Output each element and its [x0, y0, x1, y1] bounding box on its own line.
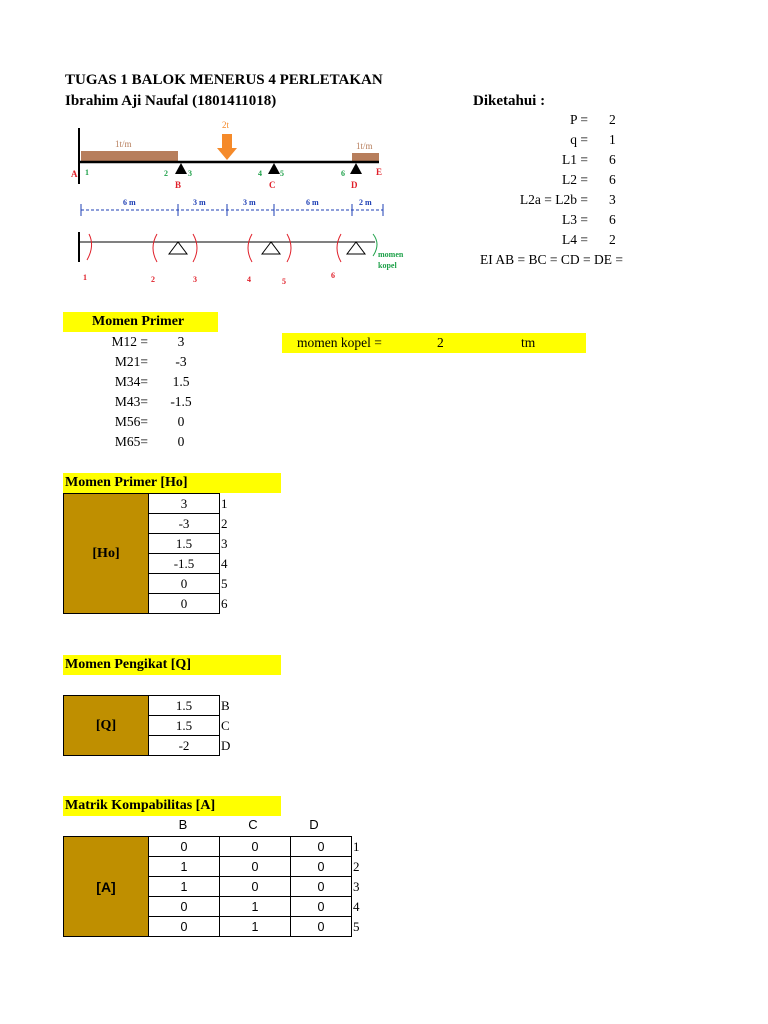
support-label-a: A — [71, 169, 78, 179]
a-col-header-c: C — [248, 817, 258, 832]
node-1: 1 — [85, 168, 89, 177]
ho-index: 4 — [220, 554, 238, 574]
q-cell: 1.5 — [149, 696, 220, 716]
known-value-l2: 6 — [609, 172, 616, 187]
a-col-header-b: B — [178, 817, 188, 832]
mp-value-5: 0 — [177, 414, 185, 429]
a-cell: 0 — [220, 837, 291, 857]
mp-label-1: M12 = — [111, 334, 148, 349]
support-label-c: C — [269, 180, 276, 190]
mp-label-5: M56= — [114, 414, 148, 429]
a-matrix — [63, 836, 369, 937]
a-cell: 0 — [291, 857, 352, 877]
a-matrix-name: [A] — [64, 837, 149, 937]
momen-primer-heading-text: Momen Primer — [92, 314, 185, 329]
ho-cell: 3 — [149, 494, 220, 514]
ho-cell: -3 — [149, 514, 220, 534]
moment-node-6: 6 — [331, 271, 335, 280]
a-cell: 0 — [291, 837, 352, 857]
node-2: 2 — [164, 169, 168, 178]
a-cell: 0 — [149, 917, 220, 937]
ho-index: 1 — [220, 494, 238, 514]
known-label-l3: L3 = — [562, 212, 588, 227]
dim-label-2: 3 m — [193, 198, 206, 207]
q-index: D — [220, 736, 238, 756]
momen-kopel-bar — [282, 333, 586, 353]
beam-diagram — [65, 114, 415, 294]
moment-arcs — [87, 234, 341, 262]
dim-label-4: 6 m — [306, 198, 319, 207]
ho-cell: 1.5 — [149, 534, 220, 554]
kopel-arc — [373, 234, 377, 256]
support-label-d: D — [351, 180, 358, 190]
support-b-triangle — [175, 163, 187, 174]
a-cell: 0 — [149, 837, 220, 857]
known-value-l2ab: 3 — [609, 192, 616, 207]
kopel-label-2: kopel — [378, 261, 397, 270]
known-label-l4: L4 = — [562, 232, 588, 247]
lower-support-c — [262, 242, 280, 254]
known-value-l1: 6 — [609, 152, 616, 167]
a-index: 4 — [352, 897, 370, 917]
momen-kopel-label: momen kopel = — [297, 335, 382, 350]
q-heading — [63, 655, 281, 675]
table-row — [64, 837, 370, 857]
mp-label-3: M34= — [114, 374, 148, 389]
dim-label-5: 2 m — [359, 198, 372, 207]
moment-arc-5 — [287, 234, 291, 262]
support-label-e: E — [376, 167, 383, 177]
moment-node-5: 5 — [282, 277, 286, 286]
moment-node-4: 4 — [247, 275, 251, 284]
mp-value-4: -1.5 — [170, 394, 192, 409]
a-cell: 1 — [220, 897, 291, 917]
page-title: TUGAS 1 BALOK MENERUS 4 PERLETAKAN — [65, 72, 383, 88]
kopel-label-1: momen — [378, 250, 404, 259]
a-cell: 0 — [220, 857, 291, 877]
mp-value-2: -3 — [175, 354, 187, 369]
a-cell: 0 — [291, 877, 352, 897]
table-row — [64, 696, 238, 716]
mp-value-3: 1.5 — [172, 374, 190, 389]
known-label-l2: L2 = — [562, 172, 588, 187]
mp-value-1: 3 — [177, 334, 185, 349]
ho-index: 3 — [220, 534, 238, 554]
load-right-label: 1t/m — [356, 141, 373, 151]
distributed-load-left — [81, 151, 178, 162]
point-load-arrow — [217, 134, 237, 160]
known-label-q: q = — [570, 132, 588, 147]
ho-index: 2 — [220, 514, 238, 534]
mp-label-4: M43= — [114, 394, 148, 409]
support-label-b: B — [175, 180, 182, 190]
moment-arc-6 — [337, 234, 341, 262]
a-cell: 0 — [291, 897, 352, 917]
a-cell: 0 — [220, 877, 291, 897]
ho-heading-text: Momen Primer [Ho] — [65, 475, 188, 490]
a-cell: 0 — [291, 917, 352, 937]
mp-value-6: 0 — [177, 434, 185, 449]
node-6: 6 — [341, 169, 345, 178]
momen-primer-heading — [63, 312, 218, 332]
dim-label-3: 3 m — [243, 198, 256, 207]
moment-arc-1 — [87, 234, 92, 260]
mp-label-2: M21= — [114, 354, 148, 369]
a-index: 1 — [352, 837, 370, 857]
a-index: 3 — [352, 877, 370, 897]
ho-index: 6 — [220, 594, 238, 614]
known-value-l4: 2 — [609, 232, 616, 247]
q-cell: 1.5 — [149, 716, 220, 736]
a-cell: 1 — [149, 857, 220, 877]
ho-index: 5 — [220, 574, 238, 594]
a-heading — [63, 796, 281, 816]
q-matrix — [63, 695, 237, 756]
moment-node-2: 2 — [151, 275, 155, 284]
known-ei: EI AB = BC = CD = DE = — [480, 252, 623, 267]
mp-label-6: M65= — [114, 434, 148, 449]
momen-kopel-unit: tm — [521, 335, 536, 350]
known-label-l1: L1 = — [562, 152, 588, 167]
moment-arc-3 — [193, 234, 197, 262]
point-load-label: 2t — [222, 120, 230, 130]
moment-arc-4 — [248, 234, 252, 262]
q-index: B — [220, 696, 238, 716]
node-3: 3 — [188, 169, 192, 178]
table-row — [64, 494, 238, 514]
author-name: Ibrahim Aji Naufal (1801411018) — [65, 93, 277, 109]
q-index: C — [220, 716, 238, 736]
dim-label-1: 6 m — [123, 198, 136, 207]
known-value-p: 2 — [609, 112, 616, 127]
q-heading-text: Momen Pengikat [Q] — [65, 657, 191, 672]
ho-matrix — [63, 493, 237, 614]
a-cell: 1 — [149, 877, 220, 897]
a-index: 5 — [352, 917, 370, 937]
known-value-q: 1 — [609, 132, 616, 147]
distributed-load-right — [352, 153, 379, 162]
support-c-triangle — [268, 163, 280, 174]
q-matrix-name: [Q] — [64, 696, 149, 756]
ho-matrix-name: [Ho] — [64, 494, 149, 614]
q-cell: -2 — [149, 736, 220, 756]
ho-cell: 0 — [149, 574, 220, 594]
ho-cell: -1.5 — [149, 554, 220, 574]
momen-kopel-value: 2 — [437, 335, 444, 350]
a-cell: 1 — [220, 917, 291, 937]
node-4: 4 — [258, 169, 262, 178]
known-label-l2ab: L2a = L2b = — [519, 192, 588, 207]
moment-node-3: 3 — [193, 275, 197, 284]
lower-support-d — [347, 242, 365, 254]
support-d-triangle — [350, 163, 362, 174]
a-col-header-d: D — [309, 817, 319, 832]
moment-node-1: 1 — [83, 273, 87, 282]
known-label-p: P = — [570, 112, 588, 127]
lower-support-b — [169, 242, 187, 254]
a-cell: 0 — [149, 897, 220, 917]
known-value-l3: 6 — [609, 212, 616, 227]
node-5: 5 — [280, 169, 284, 178]
known-heading: Diketahui : — [473, 93, 546, 109]
ho-heading — [63, 473, 281, 493]
load-left-label: 1t/m — [115, 139, 132, 149]
moment-arc-2 — [153, 234, 157, 262]
a-index: 2 — [352, 857, 370, 877]
a-heading-text: Matrik Kompabilitas [A] — [65, 798, 216, 813]
ho-cell: 0 — [149, 594, 220, 614]
